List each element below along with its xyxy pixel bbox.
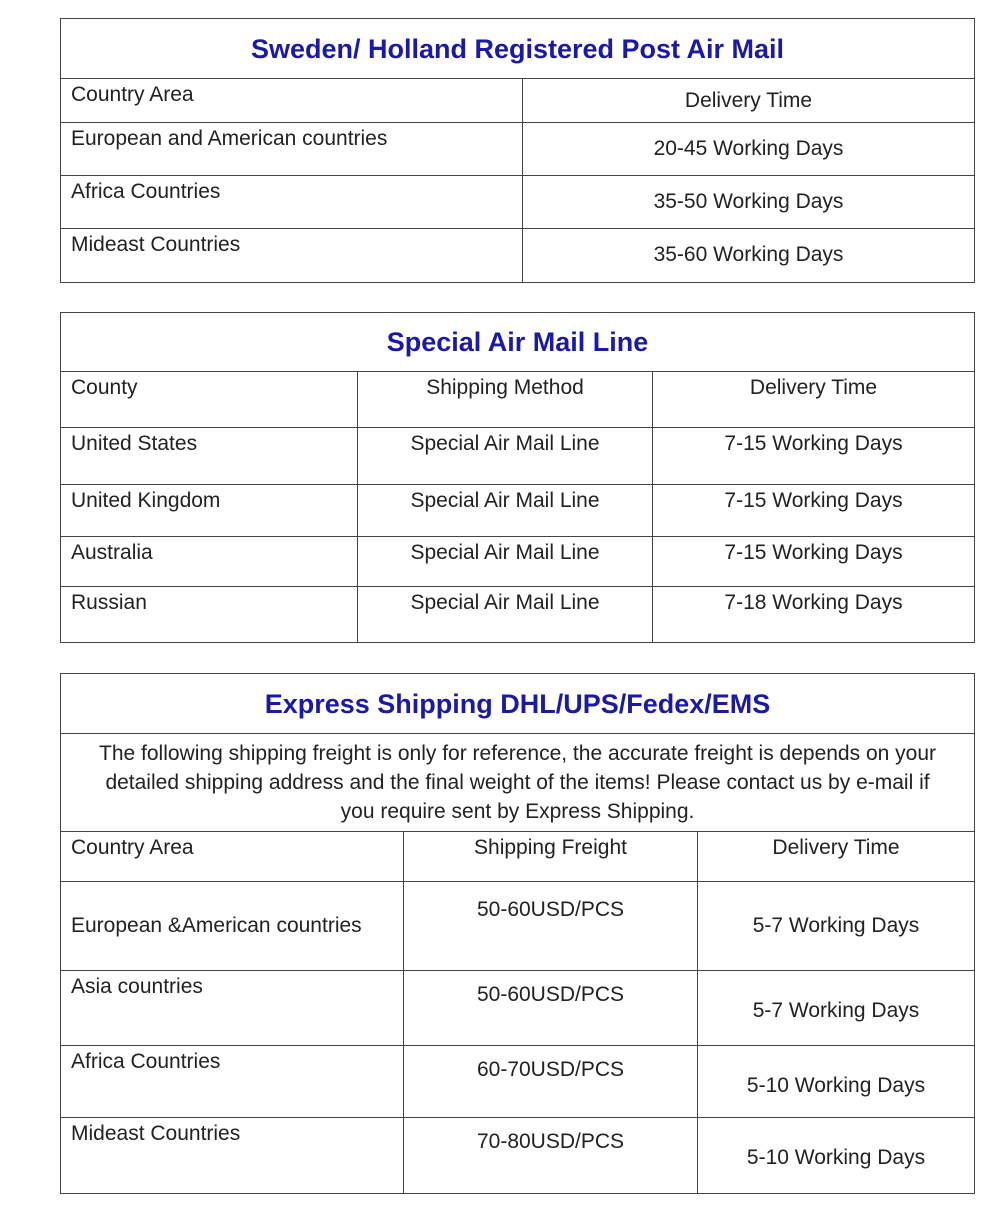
column-header: County <box>61 372 358 428</box>
shipping-method-cell: Special Air Mail Line <box>358 428 653 485</box>
delivery-time-cell: 5-7 Working Days <box>698 971 975 1046</box>
table-row <box>61 485 975 537</box>
country-cell: Russian <box>61 587 358 643</box>
table-row <box>61 971 975 1046</box>
table-row <box>61 229 975 283</box>
country-cell: Australia <box>61 537 358 587</box>
country-area-cell: Africa Countries <box>61 1046 404 1118</box>
delivery-time-cell: 35-60 Working Days <box>523 229 975 283</box>
country-area-cell: Asia countries <box>61 971 404 1046</box>
delivery-time-cell: 7-15 Working Days <box>653 537 975 587</box>
table-row <box>61 1046 975 1118</box>
country-area-cell: Africa Countries <box>61 176 523 229</box>
country-area-cell: Mideast Countries <box>61 229 523 283</box>
shipping-freight-cell: 60-70USD/PCS <box>404 1046 698 1118</box>
column-header: Shipping Method <box>358 372 653 428</box>
column-header: Country Area <box>61 79 523 123</box>
delivery-time-cell: 5-10 Working Days <box>698 1046 975 1118</box>
table-row <box>61 882 975 971</box>
shipping-note <box>61 734 975 832</box>
table-row <box>61 1118 975 1194</box>
table-header-row <box>61 372 975 428</box>
country-area-cell: European &American countries <box>61 882 404 971</box>
table-row <box>61 537 975 587</box>
note-line: detailed shipping address and the final weight of the items! Please contact us by e-mail if <box>105 771 930 794</box>
table-header-row <box>61 79 975 123</box>
table-row <box>61 428 975 485</box>
column-header: Delivery Time <box>698 832 975 882</box>
table-title: Express Shipping DHL/UPS/Fedex/EMS <box>61 674 975 734</box>
column-header: Shipping Freight <box>404 832 698 882</box>
express-shipping-table <box>60 673 975 1194</box>
country-area-cell: Mideast Countries <box>61 1118 404 1194</box>
delivery-time-cell: 5-7 Working Days <box>698 882 975 971</box>
column-header: Country Area <box>61 832 404 882</box>
column-header: Delivery Time <box>653 372 975 428</box>
delivery-time-cell: 35-50 Working Days <box>523 176 975 229</box>
table-row <box>61 176 975 229</box>
shipping-freight-cell: 70-80USD/PCS <box>404 1118 698 1194</box>
delivery-time-cell: 5-10 Working Days <box>698 1118 975 1194</box>
delivery-time-cell: 20-45 Working Days <box>523 123 975 176</box>
country-area-cell: European and American countries <box>61 123 523 176</box>
column-header: Delivery Time <box>523 79 975 123</box>
shipping-freight-cell: 50-60USD/PCS <box>404 882 698 971</box>
special-air-mail-table <box>60 312 975 643</box>
country-cell: United Kingdom <box>61 485 358 537</box>
shipping-method-cell: Special Air Mail Line <box>358 485 653 537</box>
delivery-time-cell: 7-18 Working Days <box>653 587 975 643</box>
note-line: you require sent by Express Shipping. <box>340 800 695 823</box>
registered-post-table <box>60 18 975 283</box>
shipping-method-cell: Special Air Mail Line <box>358 587 653 643</box>
table-header-row <box>61 832 975 882</box>
table-row <box>61 587 975 643</box>
note-line: The following shipping freight is only for reference, the accurate freight is depends on your <box>99 742 936 765</box>
delivery-time-cell: 7-15 Working Days <box>653 485 975 537</box>
delivery-time-cell: 7-15 Working Days <box>653 428 975 485</box>
shipping-method-cell: Special Air Mail Line <box>358 537 653 587</box>
country-cell: United States <box>61 428 358 485</box>
shipping-freight-cell: 50-60USD/PCS <box>404 971 698 1046</box>
table-row <box>61 123 975 176</box>
table-title: Special Air Mail Line <box>61 313 975 372</box>
table-title: Sweden/ Holland Registered Post Air Mail <box>61 19 975 79</box>
